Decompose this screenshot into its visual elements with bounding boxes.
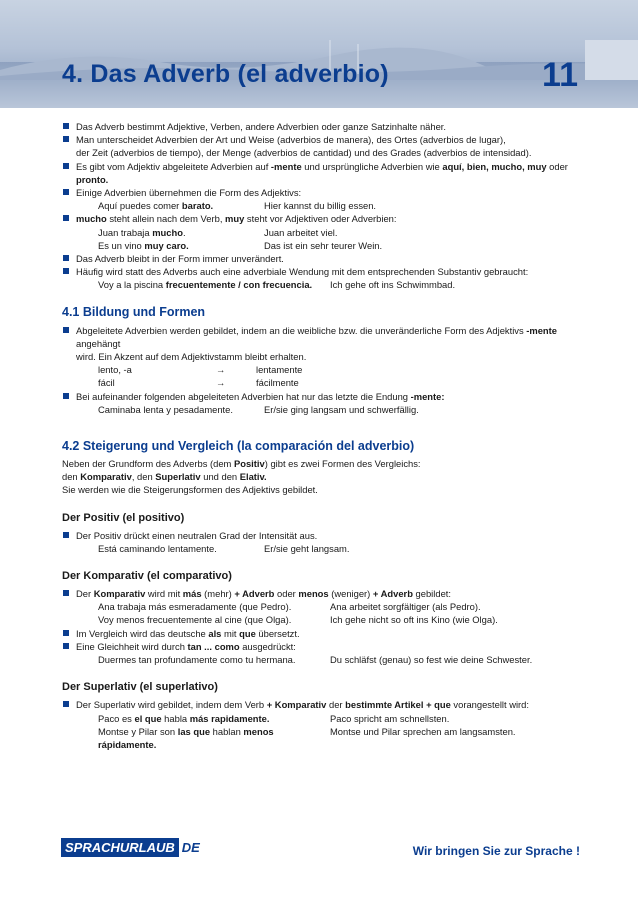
example-row: Voy menos frecuentemente al cine (que Olga). Ich gehe nicht so oft ins Kino (wie Olga). xyxy=(98,614,498,626)
list-item: Das Adverb bleibt in der Form immer unverändert. xyxy=(62,252,582,265)
list-item: Eine Gleichheit wird durch tan ... como ausgedrückt: xyxy=(62,640,582,653)
paragraph: Sie werden wie die Steigerungsformen des Adjektivs gebildet. xyxy=(62,484,318,496)
footer-slogan: Wir bringen Sie zur Sprache ! xyxy=(412,844,580,858)
list-item: Abgeleitete Adverbien werden gebildet, indem an die weibliche bzw. die unveränderliche Form des Adjektivs -mente angehängt wird. Ein Akzent auf dem Adjektivstamm bleibt erhalten. xyxy=(62,324,582,364)
arrow-icon: → xyxy=(216,364,226,376)
subsection-heading: Der Positiv (el positivo) xyxy=(62,511,185,524)
subsection-heading: Der Komparativ (el comparativo) xyxy=(62,570,232,583)
example-row: Voy a la piscina frecuentemente / con frecuencia. Ich gehe oft ins Schwimmbad. xyxy=(98,279,456,291)
page-title: 4. Das Adverb (el adverbio) xyxy=(62,60,389,88)
list-item: Der Komparativ wird mit más (mehr) + Adverb oder menos (weniger) + Adverb gebildet: xyxy=(62,587,582,600)
section-heading: 4.1 Bildung und Formen xyxy=(62,304,206,319)
list-item: Das Adverb bestimmt Adjektive, Verben, andere Adverbien oder ganze Satzinhalte näher. xyxy=(62,120,582,133)
example-row: Montse y Pilar son las que hablan menos rápidamente. Montse und Pilar sprechen am langsamsten. xyxy=(98,725,516,750)
list-item: mucho steht allein nach dem Verb, muy steht vor Adjektiven oder Adverbien: xyxy=(62,212,582,225)
example-row: Juan trabaja mucho. Juan arbeitet viel. xyxy=(98,226,338,238)
list-item: Einige Adverbien übernehmen die Form des Adjektivs: xyxy=(62,186,582,199)
brand-logo: SPRACHURLAUB DE xyxy=(61,838,200,857)
list-item: Es gibt vom Adjektiv abgeleitete Adverbien auf -mente und ursprüngliche Adverbien wie aquí, bien, mucho, muy oder pronto. xyxy=(62,160,582,186)
list-item: Man unterscheidet Adverbien der Art und Weise (adverbios de manera), des Ortes (adverbios de lugar), der Zeit (adverbios de tiempo), der Menge (adverbios de cantidad) und des Grades (adverbios de intensidad). xyxy=(62,133,582,159)
example-row: Aquí puedes comer barato. Hier kannst du billig essen. xyxy=(98,200,377,212)
example-row: lento, -a → lentamente xyxy=(98,364,303,376)
content xyxy=(62,120,582,751)
example-row: Es un vino muy caro. Das ist ein sehr teurer Wein. xyxy=(98,239,383,251)
chapter-number: 11 xyxy=(542,56,578,94)
example-row: fácil → fácilmente xyxy=(98,377,299,389)
list-item: Der Positiv drückt einen neutralen Grad der Intensität aus. xyxy=(62,529,582,542)
list-item: Häufig wird statt des Adverbs auch eine adverbiale Wendung mit dem entsprechenden Substantiv gebraucht: xyxy=(62,265,582,278)
example-row: Paco es el que habla más rapidamente. Paco spricht am schnellsten. xyxy=(98,712,450,724)
list-item: Der Superlativ wird gebildet, indem dem Verb + Komparativ der bestimmte Artikel + que vorangestellt wird: xyxy=(62,698,582,711)
example-row: Caminaba lenta y pesadamente. Er/sie ging langsam und schwerfällig. xyxy=(98,403,419,415)
list-item: Im Vergleich wird das deutsche als mit que übersetzt. xyxy=(62,627,582,640)
section-heading: 4.2 Steigerung und Vergleich (la comparación del adverbio) xyxy=(62,439,415,454)
paragraph: Neben der Grundform des Adverbs (dem Positiv) gibt es zwei Formen des Vergleichs: xyxy=(62,458,421,470)
arrow-icon: → xyxy=(216,377,226,389)
subsection-heading: Der Superlativ (el superlativo) xyxy=(62,681,218,694)
example-row: Ana trabaja más esmeradamente (que Pedro). Ana arbeitet sorgfältiger (als Pedro). xyxy=(98,601,481,613)
example-row: Está caminando lentamente. Er/sie geht langsam. xyxy=(98,542,350,554)
list-item: Bei aufeinander folgenden abgeleiteten Adverbien hat nur das letzte die Endung -mente: xyxy=(62,390,582,403)
header-banner xyxy=(0,0,638,108)
paragraph: den Komparativ, den Superlativ und den Elativ. xyxy=(62,471,267,483)
example-row: Duermes tan profundamente como tu hermana. Du schläfst (genau) so fest wie deine Schwester. xyxy=(98,654,533,666)
